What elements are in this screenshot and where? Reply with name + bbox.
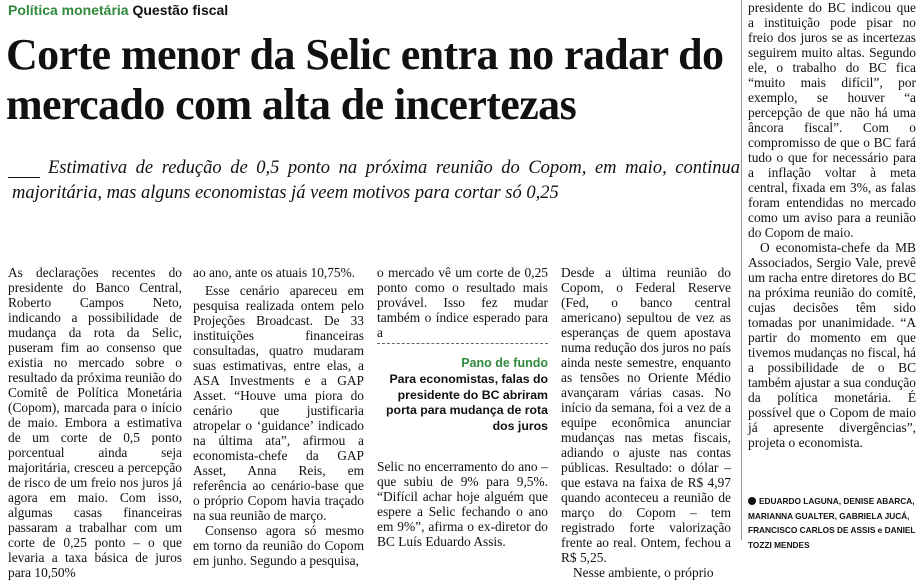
- section-kicker: [8, 1, 228, 19]
- paragraph: Nesse ambiente, o próprio: [573, 565, 714, 580]
- paragraph: ao ano, ante os atuais 10,75%.: [193, 265, 356, 280]
- body-column-5: [748, 0, 916, 494]
- body-column-2-top: [193, 265, 364, 280]
- byline-names: EDUARDO LAGUNA, DENISE ABARCA, MARIANNA GUALTER, GABRIELA JUCÁ, FRANCISCO CARLOS DE ASSIS e DANIEL TOZZI MENDES: [748, 496, 916, 550]
- sidebar-kicker: Pano de fundo: [461, 356, 548, 370]
- body-column-1: [8, 265, 182, 580]
- paragraph: Selic no encerramento do ano – que subiu de 9% para 9,5%. “Difícil achar hoje alguém que espere a Selic fechando o ano em 9%”, afirma o ex-diretor do BC Luís Eduardo Assis.: [377, 459, 548, 549]
- byline: [748, 494, 918, 552]
- body-column-2: [193, 283, 364, 568]
- sidebar-rule: [377, 343, 548, 344]
- body-column-3-top: [377, 265, 548, 340]
- paragraph: Consenso agora só mesmo em torno da reunião do Copom em junho. Segundo a pesquisa,: [193, 523, 364, 568]
- headline: Corte menor da Selic entra no radar do mercado com alta de incertezas: [6, 30, 724, 129]
- body-column-3-bottom: [377, 459, 548, 549]
- section-label: Política monetária: [8, 2, 129, 18]
- subsection-label: Questão fiscal: [132, 2, 229, 18]
- paragraph: O economista-chefe da MB Associados, Sergio Vale, prevê um racha entre diretores do BC na próxima reunião do comitê, cujas decisões têm sido tomadas por unanimidade. “A partir do momento em que tivemos mudanças no fiscal, há a possibilidade de o BC também ajustar a sua condução da política monetária. É possível que o Copom de maio já apresente divergências”, projeta o economista.: [748, 240, 916, 450]
- paragraph: Desde a última reunião do Copom, o Federal Reserve (Fed, o banco central americano) sepultou de vez as esperanças de quem apostava numa redução dos juros no país ainda neste semestre, enquanto as tensões no Oriente Médio avançaram várias casas. No início da semana, foi a vez de a equipe econômica anunciar mudanças nas metas fiscais, adiando o ajuste nas contas públicas. Resultado: o dólar – que estava na faixa de R$ 4,97 quando aconteceu a reunião de março do Copom – tem registrado forte valorização frente ao real. Ontem, fechou a R$ 5,25.: [561, 265, 731, 565]
- sidebar-title: Para economistas, falas do presidente do BC abriram porta para mudança de rota dos juros: [386, 372, 548, 433]
- deck: Estimativa de redução de 0,5 ponto na próxima reunião do Copom, em maio, continua majoritária, mas alguns economistas já veem motivos para cortar só 0,25: [12, 158, 740, 203]
- paragraph: Esse cenário apareceu em pesquisa realizada ontem pelo Projeções Broadcast. De 33 instituições financeiras consultadas, quatro mudaram suas estimativas, entre elas, a ASA Investments e a GAP Asset. “Houve uma piora do cenário que justificaria atropelar o ‘guidance’ indicado na última ata”, afirmou a economista-chefe da GAP Asset, Anna Reis, em referência ao cenário-base que o próprio Copom havia traçado na sua reunião de março.: [193, 283, 364, 523]
- column-divider: [741, 0, 742, 540]
- body-column-4: [561, 265, 731, 580]
- bullet-icon: [748, 497, 756, 505]
- paragraph: presidente do BC indicou que a instituição pode pisar no freio dos juros se as incertezas seguirem muito altas. Segundo ele, o trabalho do BC fica “muito mais difícil”, por exemplo, se houver “a percepção de que não há uma âncora fiscal”. Com o compromisso de que o BC fará tudo o que for necessário para a inflação voltar à meta central, fixada em 3%, as falas foram entendidas no mercado como um aviso para a reunião do Copom de maio.: [748, 0, 916, 240]
- paragraph: o mercado vê um corte de 0,25 ponto como o resultado mais provável. Isso fez mudar também o índice esperado para a: [377, 265, 548, 340]
- paragraph: As declarações recentes do presidente do Banco Central, Roberto Campos Neto, indicando a possibilidade de mudança da rota da Selic, puseram fim ao consenso que existia no mercado sobre o resultado da próxima reunião do Comitê de Política Monetária (Copom), marcada para o início de maio. Embora a estimativa de um corte de 0,5 ponto porcentual ainda seja majoritária, cresceu a percepção de risco de um freio nos juros já agora em maio. Com isso, algumas casas financeiras passaram a trabalhar com um corte de 0,25 ponto – o que levaria a taxa básica de juros para 10,50%: [8, 265, 182, 580]
